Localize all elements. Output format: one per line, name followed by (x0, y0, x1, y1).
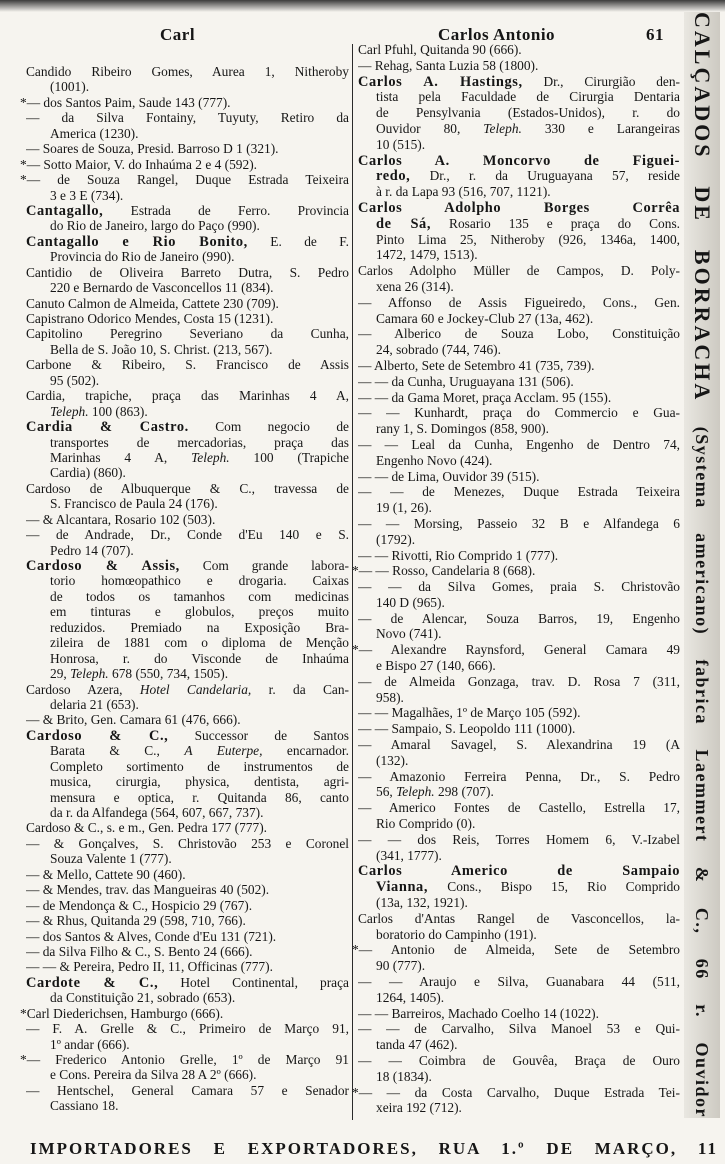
directory-entry (358, 74, 680, 153)
entry-continuation-line: 958). (376, 689, 404, 705)
entry-continuation-line: 220 e Bernardo de Vasconcellos 11 (834). (50, 280, 274, 296)
entry-first-line: *— — Rosso, Candelaria 8 (668). (352, 563, 536, 579)
directory-entry (26, 311, 349, 326)
entry-continuation-line: 95 (502). (50, 372, 100, 388)
entry-italic-text: Teleph. (191, 449, 230, 465)
entry-first-line (26, 203, 349, 218)
entry-name-bold: Cardoso & C., (26, 727, 169, 744)
entry-continuation-line: America (1230). (50, 125, 139, 141)
directory-entry (20, 172, 349, 203)
entry-continuation-line: torio homœopathico e drogaria. Caixas (50, 573, 349, 589)
directory-entry (358, 548, 680, 564)
directory-entry (352, 563, 680, 579)
entry-first-line: — — de Menezes, Duque Estrada Teixeira (358, 484, 680, 500)
entry-continuation-line: 1264, 1405). (376, 989, 445, 1005)
directory-entry (358, 611, 680, 643)
entry-first-line: *— Sotto Maior, V. do Inhaúma 2 e 4 (592). (20, 156, 258, 172)
entry-first-line (26, 558, 349, 573)
entry-continuation-line: da Constituição 21, sobrado (653). (50, 990, 236, 1006)
directory-entry (358, 374, 680, 390)
entry-continuation-line: xena 26 (314). (376, 278, 454, 294)
entry-name-bold: Carlos A. Hastings, (358, 73, 523, 90)
entry-first-line: *— Antonio de Almeida, Sete de Setembro (352, 942, 680, 958)
directory-entry (26, 944, 349, 959)
directory-entry (20, 94, 349, 110)
directory-entry (26, 867, 349, 882)
entry-first-line: Capitolino Peregrino Severiano da Cunha, (26, 326, 349, 342)
entry-first-line: — — Leal da Cunha, Engenho de Dentro 74, (358, 436, 680, 452)
entry-continuation-line: xeira 192 (712). (376, 1100, 462, 1116)
entry-first-line: — da Silva Fontainy, Tuyuty, Retiro da (26, 110, 349, 126)
directory-entry (20, 1052, 349, 1083)
entry-continuation-line (26, 404, 349, 419)
entry-first-line: Carlos d'Antas Rangel de Vasconcellos, la- (358, 910, 680, 926)
entry-first-line: *— dos Santos Paim, Saude 143 (777). (20, 94, 231, 110)
entry-first-line: — Alberto, Sete de Setembro 41 (735, 739). (358, 357, 595, 373)
entry-continuation-line: de todos os tamanhos com medicinas (50, 588, 349, 604)
entry-continuation-line: (341, 1777). (376, 847, 442, 863)
entry-continuation-line: 90 (777). (376, 958, 426, 974)
directory-entry (26, 527, 349, 558)
entry-name-bold: Vianna, (376, 879, 429, 896)
entry-continuation-line (358, 879, 680, 895)
directory-entry (26, 110, 349, 141)
directory-entry (358, 358, 680, 374)
entry-first-line: — — Magalhães, 1º de Março 105 (592). (358, 705, 581, 721)
entry-first-line: Cardoso & C., s. e m., Gen. Pedra 177 (777). (26, 820, 267, 836)
directory-entry (26, 682, 349, 713)
entry-first-line: — — Sampaio, S. Leopoldo 111 (1000). (358, 721, 576, 737)
entry-text: Hotel Continental, praça (158, 974, 349, 990)
directory-entry (352, 1084, 680, 1117)
entry-continuation-line: Engenho Novo (424). (376, 452, 493, 468)
entry-first-line: — — da Silva Gomes, praia S. Christovão (358, 579, 680, 595)
entry-first-line (26, 975, 349, 990)
directory-entry (26, 882, 349, 897)
entry-first-line: Cardoso de Albuquerque & C., travessa de (26, 480, 349, 496)
entry-text: encarnador. (262, 743, 349, 759)
entry-continuation-line: (13a, 132, 1921). (376, 895, 468, 911)
entry-text: Com grande labora- (179, 558, 349, 573)
entry-first-line: *— — da Costa Carvalho, Duque Estrada Tei- (352, 1084, 680, 1100)
entry-continuation-line: boratorio do Campinho (191). (376, 926, 537, 942)
entry-first-line: — de Alencar, Souza Barros, 19, Engenho (358, 610, 680, 626)
entry-continuation-line: Cardia) (860). (50, 465, 126, 481)
entry-continuation-line: em tinturas e globulos, preços muito (50, 604, 349, 620)
entry-first-line: — — Coimbra de Gouvêa, Braça de Ouro (358, 1053, 680, 1068)
entry-continuation-line: à r. da Lapa 93 (516, 707, 1121). (376, 184, 551, 200)
directory-entry (358, 58, 680, 74)
directory-entry (26, 898, 349, 913)
entry-text: Dr., Cirurgião den- (522, 73, 680, 89)
entry-continuation-line (358, 784, 680, 800)
directory-entry (358, 42, 680, 58)
entry-continuation-line: (1001). (50, 79, 90, 95)
entry-continuation-line (358, 168, 680, 184)
directory-entry (358, 153, 680, 200)
entry-first-line: *Carl Diederichsen, Hamburgo (666). (20, 1005, 224, 1021)
entry-italic-text: Teleph. (50, 403, 89, 419)
entry-name-bold: Carlos Adolpho Borges Corrêa (358, 199, 680, 216)
entry-first-line: — & Mendes, trav. das Mangueiras 40 (502). (26, 882, 270, 898)
entry-continuation-line: tanda 47 (462). (376, 1037, 458, 1053)
entry-first-line: Cantidio de Oliveira Barreto Dutra, S. Pedro (26, 264, 349, 280)
directory-entry (352, 942, 680, 974)
entry-text: 330 e Larangeiras (521, 120, 680, 136)
directory-entry (358, 1053, 680, 1085)
entry-name-bold: Cardoso & Assis, (26, 558, 180, 574)
directory-entry (358, 326, 680, 358)
entry-continuation-line: rany 1, S. Domingos (858, 900). (376, 421, 549, 437)
entry-continuation-line: Cassiano 18. (50, 1098, 119, 1114)
entry-continuation-line (26, 743, 349, 758)
side-advertisement-text: (Systema americano) fabrica Laemmert & C., 66 r. Ouvidor (692, 426, 712, 1118)
directory-entry (358, 800, 680, 832)
directory-entry (358, 674, 680, 706)
directory-entry (26, 913, 349, 928)
directory-entry (358, 911, 680, 943)
entry-continuation-line: delaria 21 (653). (50, 696, 139, 712)
directory-entry (20, 1005, 349, 1021)
entry-name-bold: Carlos Americo de Sampaio (358, 863, 680, 880)
entry-first-line: — da Silva Filho & C., S. Bento 24 (666). (26, 943, 253, 959)
entry-first-line: — Soares de Souza, Presid. Barroso D 1 (321). (26, 141, 279, 157)
directory-entry (358, 863, 680, 910)
entry-text: 100 (863). (88, 403, 148, 419)
entry-text: Com negocio de (188, 419, 349, 435)
directory-entry (358, 1021, 680, 1053)
entry-name-bold: Cantagallo, (26, 202, 104, 219)
entry-first-line: — & Rhus, Quitanda 29 (598, 710, 766). (26, 913, 246, 929)
directory-entry (358, 469, 680, 485)
directory-entry (358, 516, 680, 548)
entry-first-line: — — Kunhardt, praça do Commercio e Gua- (358, 405, 680, 421)
entry-first-line (358, 153, 680, 169)
entry-continuation-line: 24, sobrado (744, 746). (376, 342, 501, 358)
entry-text: Barata & C., (50, 743, 185, 759)
directory-entry (26, 558, 349, 682)
directory-entry (26, 64, 349, 95)
entry-continuation-line: musica, cirurgia, physica, dentista, agri- (50, 774, 349, 790)
entry-text: Ouvidor 80, (376, 120, 484, 136)
entry-italic-text: Teleph. (70, 666, 109, 682)
directory-entry (26, 1021, 349, 1052)
entry-first-line: — — da Gama Moret, praça Acclam. 95 (155). (358, 389, 612, 405)
entry-first-line (358, 863, 680, 879)
running-head-right: Carlos Antonio (438, 25, 556, 44)
entry-continuation-line: 19 (1, 26). (376, 500, 432, 516)
entry-continuation-line (358, 216, 680, 232)
directory-entry (358, 705, 680, 721)
entry-first-line: — de Mendonça & C., Hospicio 29 (767). (26, 897, 253, 913)
entry-first-line: *— de Souza Rangel, Duque Estrada Teixeira (20, 172, 349, 188)
entry-first-line: — de Andrade, Dr., Conde d'Eu 140 e S. (26, 527, 349, 543)
entry-continuation-line: 10 (515). (376, 136, 426, 152)
directory-entry (26, 296, 349, 311)
entry-first-line: — — Rivotti, Rio Comprido 1 (777). (358, 547, 559, 563)
entry-continuation-line: Rio Comprido (0). (376, 816, 476, 832)
directory-entry (358, 405, 680, 437)
entry-continuation-line (26, 666, 349, 681)
entry-first-line: — — de Lima, Ouvidor 39 (515). (358, 468, 540, 484)
entry-name-bold: de Sá, (376, 215, 432, 232)
entry-continuation-line: Provincia do Rio de Janeiro (990). (50, 249, 235, 265)
directory-entry (26, 1083, 349, 1114)
entry-text: Dr., r. da Uruguayana 57, reside (410, 168, 680, 184)
directory-entry (26, 388, 349, 419)
left-column (20, 64, 349, 1114)
directory-entry (358, 484, 680, 516)
entry-first-line: — & Brito, Gen. Camara 61 (476, 666). (26, 712, 241, 728)
entry-first-line: — — Morsing, Passeio 32 B e Alfandega 6 (358, 515, 680, 531)
directory-entry (26, 326, 349, 357)
entry-name-bold: Cardote & C., (26, 974, 159, 991)
entry-first-line: Carl Pfuhl, Quitanda 90 (666). (358, 42, 522, 57)
entry-continuation-line: Completo sortimento de instrumentos de (50, 758, 349, 774)
directory-entry (26, 820, 349, 835)
footer-advertisement: IMPORTADORES E EXPORTADORES, RUA 1.º DE MARÇO, 11 (30, 1139, 718, 1158)
entry-first-line (26, 419, 349, 434)
directory-entry (26, 975, 349, 1006)
directory-entry (358, 263, 680, 295)
directory-entry (26, 141, 349, 156)
side-advertisement (684, 12, 720, 1118)
entry-text: 56, (376, 784, 397, 800)
directory-entry (358, 974, 680, 1006)
entry-first-line (26, 234, 349, 249)
entry-continuation-line: tista pela Faculdade de Cirurgia Dentaria (376, 89, 680, 105)
entry-first-line: Carlos Adolpho Müller de Campos, D. Poly- (358, 263, 680, 279)
entry-continuation-line: mensura e optica, r. Quitanda 86, canto (50, 789, 349, 805)
entry-name-bold: Carlos A. Moncorvo de Figuei- (358, 152, 680, 169)
entry-first-line: — Affonso de Assis Figueiredo, Cons., Gen. (358, 294, 680, 310)
entry-text: 29, (50, 666, 71, 682)
directory-entry (358, 390, 680, 406)
entry-first-line (358, 74, 680, 90)
directory-entry (26, 929, 349, 944)
entry-name-bold: redo, (376, 168, 411, 185)
directory-entry (358, 721, 680, 737)
entry-first-line: — — dos Reis, Torres Homem 6, V.-Izabel (358, 831, 680, 847)
entry-text: 100 (Trapiche (229, 449, 349, 465)
running-head-left: Carl (160, 25, 196, 44)
directory-entry (26, 203, 349, 234)
entry-first-line: — — & Pereira, Pedro II, 11, Officinas (777). (26, 959, 273, 975)
entry-continuation-line: Camara 60 e Jockey-Club 27 (13a, 462). (376, 310, 594, 326)
entry-first-line: — — Araujo e Silva, Guanabara 44 (511, (358, 974, 680, 990)
directory-entry (352, 642, 680, 674)
entry-continuation-line: Pedro 14 (707). (50, 542, 134, 558)
directory-entry (358, 437, 680, 469)
entry-continuation-line: transportes de mercadorias, praça das (50, 434, 349, 450)
entry-first-line: Capistrano Odorico Mendes, Costa 15 (1231). (26, 311, 274, 326)
entry-first-line: — — Barreiros, Machado Coelho 14 (1022). (358, 1005, 599, 1021)
entry-first-line: — dos Santos & Alves, Conde d'Eu 131 (721). (26, 928, 277, 944)
entry-first-line (358, 200, 680, 216)
directory-entry (358, 579, 680, 611)
entry-first-line: — — da Cunha, Uruguayana 131 (506). (358, 373, 574, 389)
directory-entry (358, 1006, 680, 1022)
entry-continuation-line: Pinto Lima 25, Nitheroby (926, 1346a, 1400, (376, 231, 680, 247)
directory-entry (26, 265, 349, 296)
entry-first-line: Canuto Calmon de Almeida, Cattete 230 (709). (26, 295, 279, 311)
entry-first-line: — & Gonçalves, S. Christovão 253 e Coronel (26, 835, 349, 851)
entry-first-line: — — de Carvalho, Silva Manoel 53 e Qui- (358, 1021, 680, 1037)
entry-text: r. da Can- (251, 681, 349, 697)
entry-text: Estrada de Ferro. Provincia (103, 202, 349, 218)
side-advertisement-title: CALÇADOS DE BORRACHA (690, 12, 715, 403)
entry-continuation-line: e Bispo 27 (140, 666). (376, 658, 496, 674)
directory-entry (26, 512, 349, 527)
entry-first-line: — de Almeida Gonzaga, trav. D. Rosa 7 (311, (358, 673, 680, 689)
entry-continuation-line: Souza Valente 1 (777). (50, 851, 172, 867)
entry-continuation-line: reduzidos. Premiado na Exposição Bra- (50, 619, 349, 635)
entry-continuation-line: Novo (741). (376, 626, 442, 642)
entry-continuation-line: da r. da Alfandega (564, 607, 667, 737). (50, 805, 264, 820)
entry-continuation-line: Bella de S. João 10, S. Christ. (213, 567). (50, 341, 273, 357)
entry-name-bold: Cardia & Castro. (26, 419, 189, 435)
entry-first-line: — Hentschel, General Camara 57 e Senador (26, 1082, 349, 1098)
entry-continuation-line: zileira de 1881 com o diploma de Menção (50, 635, 349, 651)
entry-first-line: — Americo Fontes de Castello, Estrella 17, (358, 800, 680, 816)
entry-text: Successor de Santos (168, 727, 349, 743)
scan-edge-shadow (0, 0, 725, 12)
entry-text: 678 (550, 734, 1505). (108, 666, 229, 682)
entry-first-line: — & Mello, Cattete 90 (460). (26, 866, 186, 882)
directory-entry (358, 200, 680, 263)
entry-first-line (26, 682, 349, 697)
directory-entry (26, 234, 349, 265)
directory-entry (26, 481, 349, 512)
entry-continuation-line: de Pensylvania (Estados-Unidos), r. do (376, 105, 680, 121)
entry-continuation-line: 1º andar (666). (50, 1036, 130, 1052)
entry-continuation-line: Honrosa, r. do Visconde de Inhaúma (50, 650, 349, 666)
entry-text: Rosario 135 e praça do Cons. (431, 215, 680, 231)
right-column (352, 42, 680, 1116)
entry-continuation-line: do Rio de Janeiro, largo do Paço (990). (50, 218, 260, 234)
entry-continuation-line: (132). (376, 752, 409, 768)
entry-continuation-line: e Cons. Pereira da Silva 28 A 2º (666). (50, 1067, 257, 1083)
entry-first-line: — Amaral Savagel, S. Alexandrina 19 (A (358, 737, 680, 753)
directory-entry (26, 419, 349, 481)
entry-text: 298 (707). (434, 784, 494, 800)
directory-entry (358, 769, 680, 801)
entry-first-line: *— Alexandre Raynsford, General Camara 49 (352, 642, 680, 658)
entry-first-line: — Alberico de Souza Lobo, Constituição (358, 326, 680, 342)
entry-first-line: Candido Ribeiro Gomes, Aurea 1, Nitheroby (26, 64, 349, 79)
entry-continuation-line: 1472, 1479, 1513). (376, 247, 478, 263)
directory-entry (20, 156, 349, 172)
directory-entry (358, 832, 680, 864)
directory-entry (26, 712, 349, 727)
entry-text: Cardoso Azera, (26, 681, 140, 697)
entry-first-line: Cardia, trapiche, praça das Marinhas 4 A, (26, 388, 349, 404)
entry-italic-text: Teleph. (483, 120, 522, 136)
entry-first-line: *— Frederico Antonio Grelle, 1º de Março 91 (20, 1052, 349, 1067)
directory-entry (26, 959, 349, 974)
entry-text: Cons., Bispo 15, Rio Comprido (428, 879, 680, 895)
directory-entry (26, 836, 349, 867)
directory-entry (358, 295, 680, 327)
entry-continuation-line (26, 450, 349, 465)
entry-first-line: — Amazonio Ferreira Penna, Dr., S. Pedro (358, 768, 680, 784)
entry-continuation-line: 3 e 3 E (734). (50, 187, 124, 203)
entry-italic-text: A Euterpe, (184, 743, 263, 759)
entry-first-line: — Rehag, Santa Luzia 58 (1800). (358, 57, 539, 73)
page-number: 61 (646, 25, 664, 44)
entry-name-bold: Cantagallo e Rio Bonito, (26, 233, 248, 250)
entry-continuation-line: S. Francisco de Paula 24 (176). (50, 496, 218, 512)
entry-continuation-line (358, 121, 680, 137)
column-divider (352, 44, 353, 1120)
entry-first-line: Carbone & Ribeiro, S. Francisco de Assis (26, 357, 349, 373)
entry-first-line (26, 728, 349, 743)
entry-continuation-line: 18 (1834). (376, 1068, 432, 1084)
entry-text: Marinhas 4 A, (50, 449, 192, 465)
entry-text: E. de F. (247, 233, 349, 249)
entry-italic-text: Teleph. (396, 784, 435, 800)
entry-continuation-line: (1792). (376, 531, 416, 547)
directory-entry (26, 728, 349, 821)
entry-italic-text: Hotel Candelaria, (139, 681, 252, 697)
entry-first-line: — & Alcantara, Rosario 102 (503). (26, 511, 216, 527)
directory-entry (358, 737, 680, 769)
entry-first-line: — F. A. Grelle & C., Primeiro de Março 91, (26, 1021, 349, 1037)
directory-entry (26, 357, 349, 388)
entry-continuation-line: 140 D (965). (376, 594, 445, 610)
